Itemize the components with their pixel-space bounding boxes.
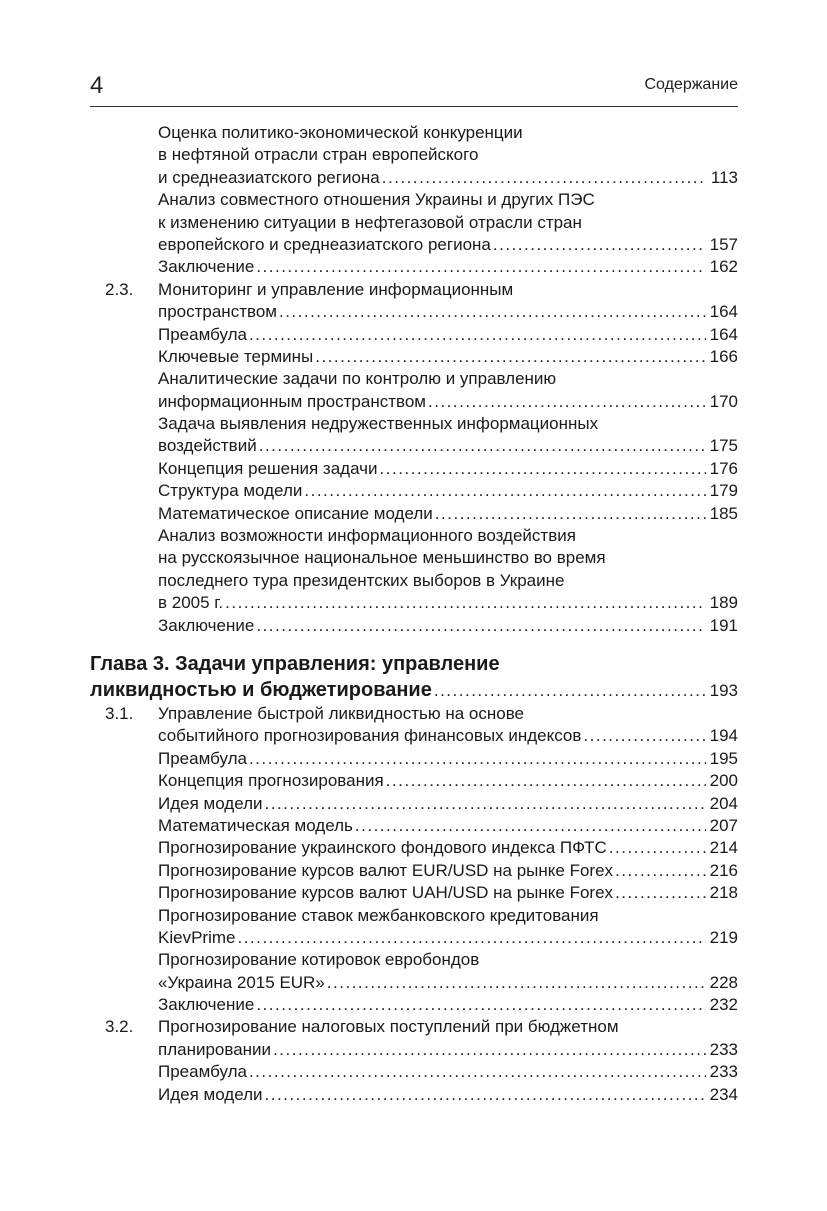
leader-dots bbox=[315, 346, 705, 368]
entry-title: пространством bbox=[158, 302, 277, 322]
entry-page: 166 bbox=[709, 346, 738, 366]
entry-number: 3.1. bbox=[105, 703, 134, 723]
entry-number: 2.3. bbox=[105, 279, 134, 299]
toc-entry[interactable] bbox=[90, 167, 738, 189]
entry-page: 232 bbox=[709, 995, 738, 1015]
page-header bbox=[90, 70, 738, 107]
toc-entry[interactable] bbox=[90, 525, 738, 547]
leader-dots bbox=[583, 725, 705, 747]
entry-title: в нефтяной отрасли стран европейского bbox=[158, 145, 479, 165]
entry-title: Прогнозирование украинского фондового индекса ПФТС bbox=[158, 838, 607, 858]
entry-page: 164 bbox=[709, 302, 738, 322]
entry-title: Мониторинг и управление информационным bbox=[158, 279, 514, 299]
entry-title: Прогнозирование налоговых поступлений при бюджетном bbox=[158, 1017, 619, 1037]
leader-dots bbox=[380, 458, 706, 480]
entry-title: информационным пространством bbox=[158, 391, 426, 411]
toc-entry[interactable] bbox=[90, 860, 738, 882]
toc-entry[interactable] bbox=[90, 503, 738, 525]
toc-entry[interactable] bbox=[90, 480, 738, 502]
leader-dots bbox=[355, 815, 706, 837]
entry-page: 179 bbox=[709, 481, 738, 501]
leader-dots bbox=[256, 256, 705, 278]
entry-title: Прогнозирование ставок межбанковского кредитования bbox=[158, 905, 599, 925]
leader-dots bbox=[609, 837, 706, 859]
toc-entry[interactable] bbox=[90, 144, 738, 166]
entry-title: Оценка политико-экономической конкуренции bbox=[158, 123, 523, 142]
leader-dots bbox=[256, 994, 705, 1016]
leader-dots bbox=[435, 503, 706, 525]
toc-entry[interactable] bbox=[90, 256, 738, 278]
toc-entry[interactable] bbox=[90, 413, 738, 435]
leader-dots bbox=[225, 592, 705, 614]
toc-section-3 bbox=[90, 703, 738, 1106]
entry-title: и среднеазиатского региона bbox=[158, 167, 380, 187]
entry-number: 3.2. bbox=[105, 1017, 134, 1037]
entry-title: Преамбула bbox=[158, 324, 247, 344]
toc-entry[interactable] bbox=[90, 770, 738, 792]
entry-title: Прогнозирование котировок евробондов bbox=[158, 950, 480, 970]
entry-title: Прогнозирование курсов валют EUR/USD на рынке Forex bbox=[158, 860, 614, 880]
entry-title: Структура модели bbox=[158, 481, 303, 501]
entry-page: 218 bbox=[709, 883, 738, 903]
entry-page: 157 bbox=[709, 234, 738, 254]
entry-page: 195 bbox=[709, 748, 738, 768]
page-number: 4 bbox=[90, 72, 104, 99]
leader-dots bbox=[256, 615, 705, 637]
toc-entry[interactable] bbox=[90, 815, 738, 837]
toc-entry[interactable] bbox=[90, 882, 738, 904]
entry-title: Аналитические задачи по контролю и управлению bbox=[158, 369, 557, 389]
chapter-title-cont: ликвидностью и бюджетирование bbox=[90, 678, 432, 701]
entry-page: 175 bbox=[709, 436, 738, 456]
entry-title: на русскоязычное национальное меньшинство во время bbox=[158, 548, 606, 568]
toc-entry[interactable] bbox=[90, 1039, 738, 1061]
toc-entry[interactable] bbox=[90, 212, 738, 234]
entry-page: 234 bbox=[709, 1084, 738, 1104]
entry-page: 216 bbox=[709, 860, 738, 880]
entry-title: Заключение bbox=[158, 615, 255, 635]
leader-dots bbox=[279, 301, 706, 323]
entry-title: Преамбула bbox=[158, 1062, 247, 1082]
toc-entry[interactable] bbox=[90, 748, 738, 770]
entry-page: 200 bbox=[709, 771, 738, 791]
toc-entry[interactable] bbox=[90, 949, 738, 971]
entry-page: 207 bbox=[709, 815, 738, 835]
entry-title: Идея модели bbox=[158, 793, 263, 813]
toc-entry[interactable] bbox=[90, 122, 738, 144]
toc-entry[interactable] bbox=[90, 346, 738, 368]
entry-title: Идея модели bbox=[158, 1084, 263, 1104]
entry-title: последнего тура президентских выборов в Украине bbox=[158, 570, 565, 590]
entry-title: воздействий bbox=[158, 436, 257, 456]
entry-title: «Украина 2015 EUR» bbox=[158, 972, 325, 992]
toc-entry[interactable] bbox=[90, 725, 738, 747]
toc-entry[interactable] bbox=[90, 972, 738, 994]
leader-dots bbox=[493, 234, 706, 256]
entry-page: 214 bbox=[709, 838, 738, 858]
toc-entry[interactable] bbox=[90, 793, 738, 815]
toc-entry[interactable] bbox=[90, 547, 738, 569]
toc-entry[interactable] bbox=[90, 1061, 738, 1083]
toc-entry[interactable] bbox=[90, 592, 738, 614]
leader-dots bbox=[259, 435, 706, 457]
toc-entry[interactable] bbox=[90, 391, 738, 413]
leader-dots bbox=[327, 972, 706, 994]
entry-title: Концепция прогнозирования bbox=[158, 771, 384, 791]
toc-entry[interactable] bbox=[90, 301, 738, 323]
toc-section-2 bbox=[90, 122, 738, 637]
entry-page: 189 bbox=[709, 593, 738, 613]
leader-dots bbox=[434, 678, 706, 704]
toc-entry[interactable] bbox=[90, 1016, 738, 1038]
leader-dots bbox=[249, 324, 706, 346]
entry-title: в 2005 г. bbox=[158, 593, 224, 613]
chapter-heading-line-1[interactable] bbox=[90, 651, 738, 677]
table-of-contents bbox=[90, 122, 738, 1106]
leader-dots bbox=[304, 480, 705, 502]
entry-page: 194 bbox=[709, 726, 738, 746]
toc-entry[interactable] bbox=[90, 994, 738, 1016]
entry-page: 233 bbox=[709, 1039, 738, 1059]
toc-entry[interactable] bbox=[90, 324, 738, 346]
chapter-title: Глава 3. Задачи управления: управление bbox=[90, 652, 500, 675]
entry-title: к изменению ситуации в нефтегазовой отрасли стран bbox=[158, 212, 582, 232]
entry-title: Ключевые термины bbox=[158, 346, 314, 366]
entry-title: Прогнозирование курсов валют UAH/USD на рынке Forex bbox=[158, 883, 614, 903]
entry-title: Заключение bbox=[158, 257, 255, 277]
toc-entry[interactable] bbox=[90, 570, 738, 592]
entry-page: 162 bbox=[709, 257, 738, 277]
toc-entry[interactable] bbox=[90, 703, 738, 725]
entry-page: 164 bbox=[709, 324, 738, 344]
toc-entry[interactable] bbox=[90, 905, 738, 927]
entry-title: Анализ совместного отношения Украины и других ПЭС bbox=[158, 190, 595, 210]
entry-page: 170 bbox=[709, 391, 738, 411]
leader-dots bbox=[615, 882, 706, 904]
running-title: Содержание bbox=[644, 76, 738, 93]
toc-entry[interactable] bbox=[90, 458, 738, 480]
leader-dots bbox=[249, 1061, 706, 1083]
entry-title: европейского и среднеазиатского региона bbox=[158, 234, 491, 254]
entry-title: Управление быстрой ликвидностью на основе bbox=[158, 703, 525, 723]
entry-page: 113 bbox=[710, 167, 738, 187]
chapter-heading-line-2[interactable] bbox=[90, 677, 738, 703]
entry-title: Преамбула bbox=[158, 748, 247, 768]
toc-entry[interactable] bbox=[90, 837, 738, 859]
toc-entry[interactable] bbox=[90, 615, 738, 637]
entry-page: 228 bbox=[709, 972, 738, 992]
entry-page: 219 bbox=[709, 927, 738, 947]
entry-page: 191 bbox=[709, 615, 738, 635]
toc-entry[interactable] bbox=[90, 279, 738, 301]
leader-dots bbox=[382, 167, 707, 189]
entry-title: Концепция решения задачи bbox=[158, 458, 378, 478]
leader-dots bbox=[237, 927, 705, 949]
entry-title: событийного прогнозирования финансовых индексов bbox=[158, 726, 582, 746]
entry-title: KievPrime bbox=[158, 927, 236, 947]
entry-page: 176 bbox=[709, 458, 738, 478]
entry-page: 204 bbox=[709, 793, 738, 813]
toc-entry[interactable] bbox=[90, 189, 738, 211]
entry-page: 233 bbox=[709, 1062, 738, 1082]
entry-title: Математическая модель bbox=[158, 815, 353, 835]
leader-dots bbox=[265, 1084, 706, 1106]
toc-entry[interactable] bbox=[90, 234, 738, 256]
leader-dots bbox=[615, 860, 706, 882]
toc-entry[interactable] bbox=[90, 435, 738, 457]
leader-dots bbox=[249, 748, 706, 770]
toc-entry[interactable] bbox=[90, 1084, 738, 1106]
entry-page: 185 bbox=[709, 503, 738, 523]
entry-title: Заключение bbox=[158, 995, 255, 1015]
entry-title: Задача выявления недружественных информационных bbox=[158, 414, 599, 434]
leader-dots bbox=[428, 391, 706, 413]
toc-entry[interactable] bbox=[90, 927, 738, 949]
leader-dots bbox=[386, 770, 706, 792]
entry-title: Математическое описание модели bbox=[158, 503, 433, 523]
leader-dots bbox=[265, 793, 706, 815]
chapter-page: 193 bbox=[709, 680, 738, 700]
leader-dots bbox=[273, 1039, 706, 1061]
toc-entry[interactable] bbox=[90, 368, 738, 390]
entry-title: Анализ возможности информационного воздействия bbox=[158, 526, 576, 546]
entry-title: планировании bbox=[158, 1039, 272, 1059]
